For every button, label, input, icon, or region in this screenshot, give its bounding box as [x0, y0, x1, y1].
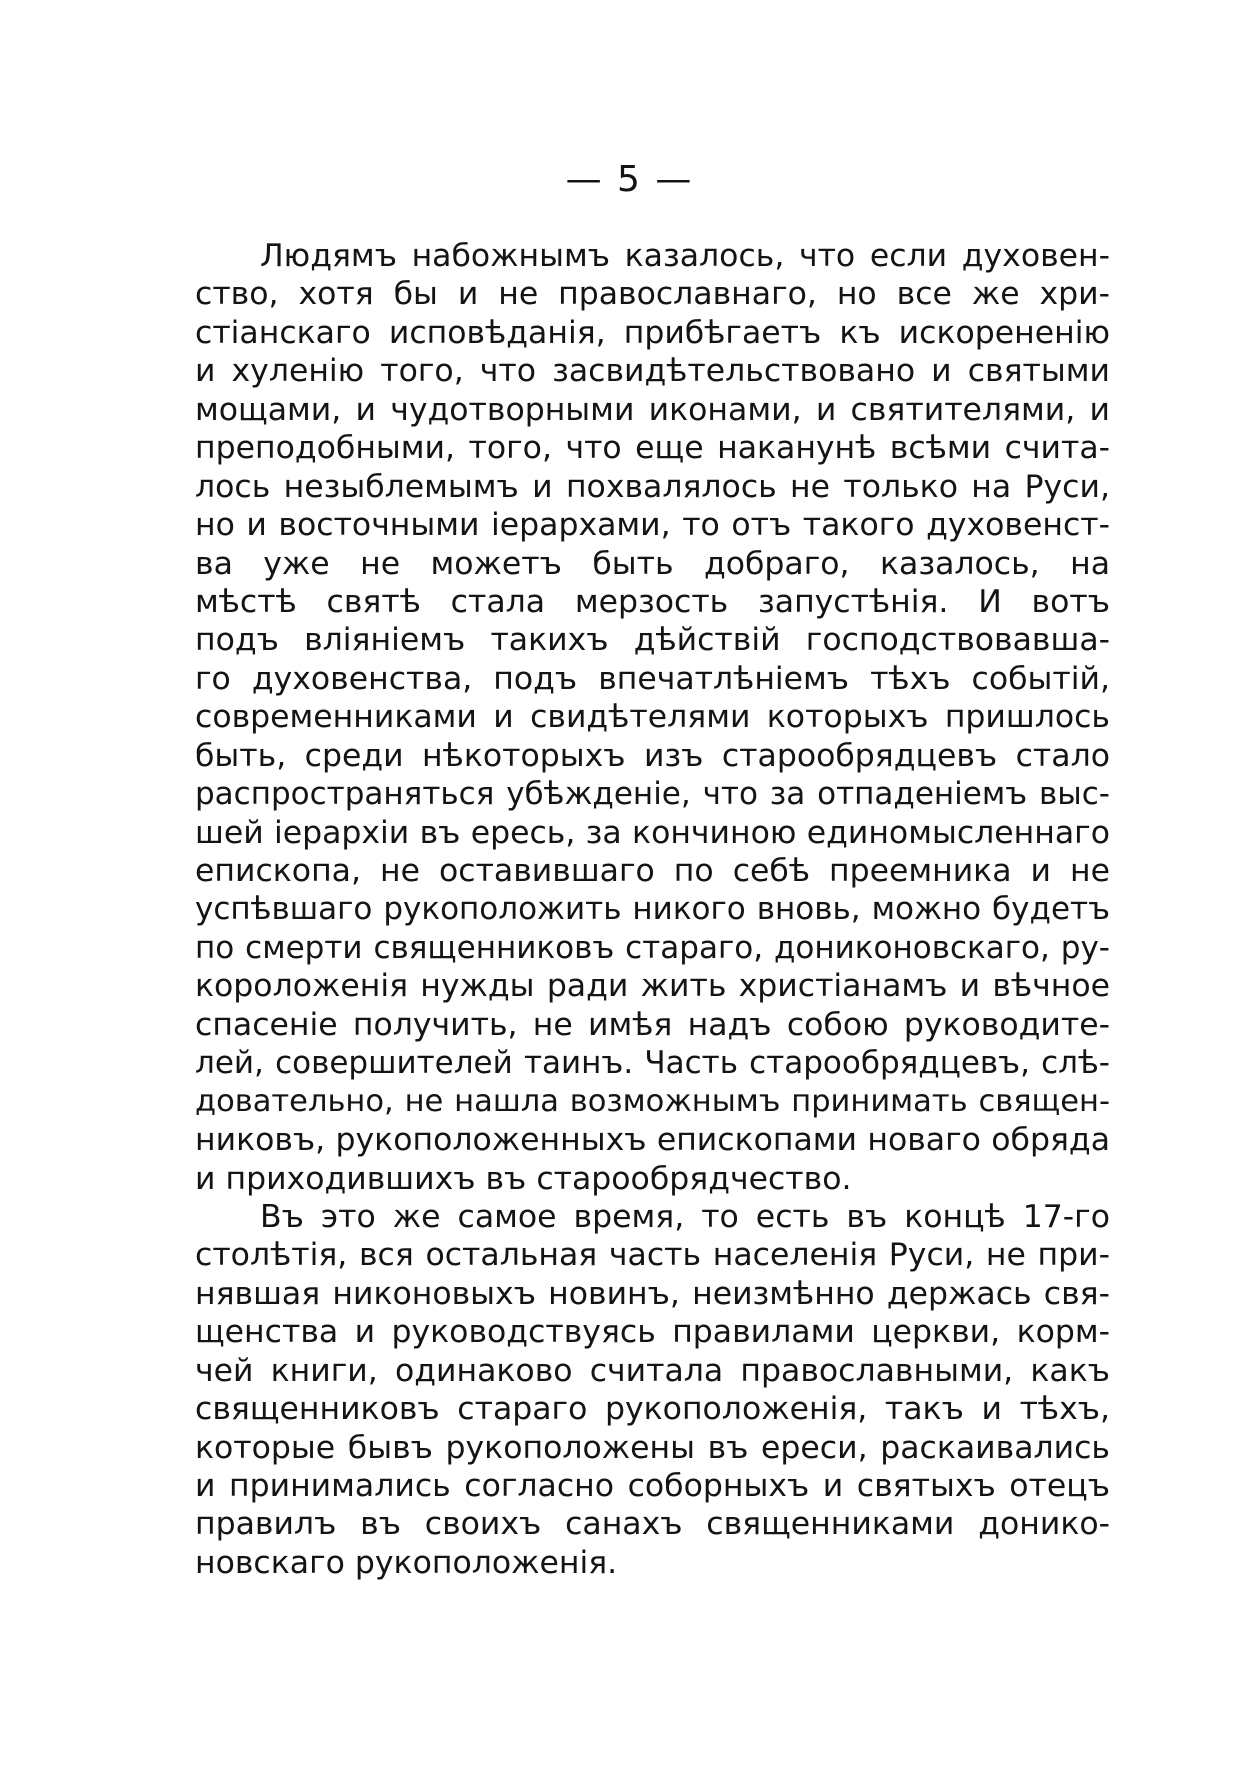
text-line: новскаго рукоположенія.	[195, 1544, 618, 1581]
text-line: спасеніе получить, не имѣя надъ собою руководите-	[195, 1006, 1110, 1043]
text-line: кopоложенія нужды ради жить христіанамъ и вѣчное	[195, 968, 1110, 1005]
text-line: чей книги, одинаково считала православными, какъ	[195, 1352, 1110, 1389]
text-line: современниками и свидѣтелями которыхъ пришлось	[195, 699, 1110, 736]
text-line: щенства и руководствуясь правилами церкви, корм-	[195, 1314, 1110, 1351]
text-line: Людямъ набожнымъ казалось, что если духовен-	[260, 238, 1110, 274]
text-line: епископа, не оставившаго по себѣ преемника и не	[195, 853, 1110, 889]
text-line: подъ вліяніемъ такихъ дѣйствій господствовавша-	[195, 622, 1110, 659]
text-line: го духовенства, подъ впечатлѣніемъ тѣхъ событій,	[195, 660, 1110, 697]
body-text	[195, 237, 1110, 1582]
text-line: успѣвшаго рукоположить никого вновь, можно будетъ	[195, 891, 1110, 928]
text-line: ва уже не можетъ быть добраго, казалось, на	[195, 545, 1110, 582]
text-line: преподобными, того, что еще наканунѣ всѣми счита-	[195, 430, 1110, 467]
text-line: по смерти священниковъ стараго, дониконовскаго, ру-	[195, 929, 1110, 966]
text-line: распространяться убѣжденіе, что за отпаденіемъ выс-	[195, 776, 1110, 813]
text-line: лей, совершителей таинъ. Часть старообрядцевъ, слѣ-	[195, 1045, 1110, 1082]
text-line: быть, среди нѣкоторыхъ изъ старообрядцевъ стало	[195, 737, 1110, 774]
text-line: и приходившихъ въ старообрядчество.	[195, 1160, 852, 1197]
text-line: которые бывъ рукоположены въ ереси, раскаивались	[195, 1429, 1110, 1466]
paragraph	[195, 1198, 1110, 1582]
text-line: но и восточными іерархами, то отъ такого духовенст-	[195, 507, 1110, 544]
text-line: нявшая никоновыхъ новинъ, неизмѣнно держась свя-	[195, 1275, 1110, 1312]
paragraph	[195, 237, 1110, 1198]
text-line: шей іерархіи въ ересь, за кончиною единомысленнаго	[195, 814, 1110, 851]
text-line: стіанскаго исповѣданія, прибѣгаетъ къ искорененію	[195, 314, 1110, 351]
text-line: мощами, и чудотворными иконами, и святителями, и	[195, 391, 1110, 428]
text-line: и принимались согласно соборныхъ и святыхъ отецъ	[195, 1468, 1110, 1504]
page-number: — 5 —	[565, 159, 694, 200]
text-line: лось незыблемымъ и похвалялось не только на Руси,	[195, 468, 1110, 505]
text-line: довательно, не нашла возможнымъ принимать священ-	[195, 1083, 1110, 1119]
text-line: столѣтія, вся остальная часть населенія Руси, не при-	[195, 1237, 1110, 1274]
text-line: и хуленію того, что засвидѣтельствовано и святыми	[195, 353, 1110, 390]
text-line: священниковъ стараго рукоположенія, такъ и тѣхъ,	[195, 1391, 1110, 1428]
text-line: мѣстѣ святѣ стала мерзость запустѣнія. И вотъ	[195, 583, 1110, 620]
text-line: ство, хотя бы и не православнаго, но все же хри-	[195, 276, 1110, 313]
text-line: никовъ, рукоположенныхъ епископами новаго обряда	[195, 1122, 1110, 1159]
text-line: Въ это же самое время, то есть въ концѣ 17-го	[260, 1198, 1110, 1235]
text-line: правилъ въ своихъ санахъ священниками донико-	[195, 1506, 1110, 1543]
